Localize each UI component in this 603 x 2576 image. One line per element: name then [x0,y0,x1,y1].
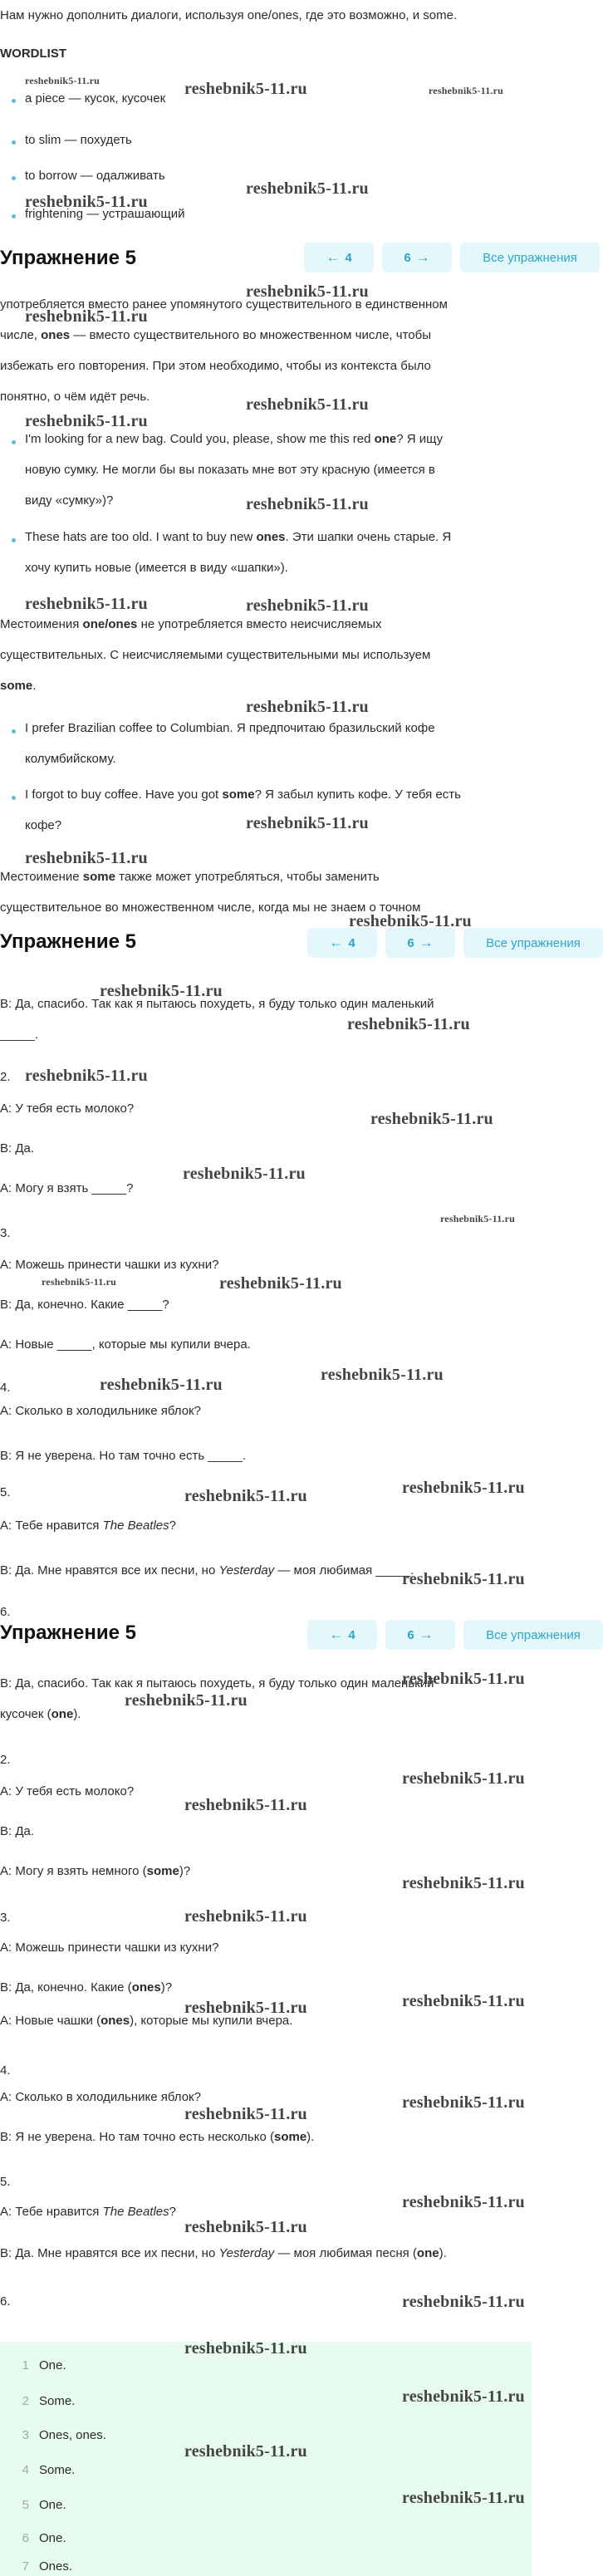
theory-line: употребляется вместо ранее упомянутого существительного в единственном [0,297,448,312]
theory-line: Местоимение some также может употребляться, чтобы заменить [0,870,380,884]
watermark: reshebnik5-11.ru [184,1487,307,1505]
watermark: reshebnik5-11.ru [25,193,148,211]
arrow-right-icon: → [419,1627,434,1642]
answer-item: 4 Some. [22,2463,76,2477]
task-number: 6. [0,1605,11,1619]
task-line: A: Сколько в холодильнике яблок? [0,1404,201,1418]
watermark: reshebnik5-11.ru [370,1110,493,1128]
answers-list [0,2342,532,2576]
prev-exercise-button[interactable] [307,1620,377,1650]
section-title: Упражнение 5 [0,1622,136,1644]
solution-line: A: Сколько в холодильнике яблок? [0,2090,201,2104]
solution-number: 5. [0,2175,11,2189]
next-label: 6 [407,935,414,950]
task-line: B: Да, спасибо. Так как я пытаюсь похудеть, я буду только один маленький [0,997,434,1011]
watermark: reshebnik5-11.ru [402,1874,525,1892]
solution-number: 3. [0,1911,11,1925]
answer-item: 7 Ones. [22,2559,73,2574]
task-line: A: Могу я взять _____? [0,1181,134,1195]
solution-line: A: Могу я взять немного (some)? [0,1864,191,1878]
answer-item: 6 One. [22,2531,66,2545]
solution-number: 6. [0,2294,11,2309]
watermark: reshebnik5-11.ru [25,412,148,430]
prev-label: 4 [348,1627,355,1642]
watermark: reshebnik5-11.ru [246,814,369,832]
task-line: B: Да. Мне нравятся все их песни, но Yesterday — моя любимая _____. [0,1563,414,1577]
watermark: reshebnik5-11.ru [25,595,148,613]
arrow-right-icon: → [415,249,430,265]
all-exercises-button[interactable]: Все упражнения [460,243,600,272]
theory-line: числе, ones — вместо существительного во множественном числе, чтобы [0,328,431,342]
theory-line: some. [0,679,37,693]
solution-line: B: Да. [0,1824,35,1838]
watermark: reshebnik5-11.ru [440,1213,515,1224]
watermark: reshebnik5-11.ru [184,2218,307,2236]
wordlist-title: WORDLIST [0,47,66,61]
example-line: виду «сумку»)? [25,493,114,508]
watermark: reshebnik5-11.ru [429,85,503,96]
watermark: reshebnik5-11.ru [402,1992,525,2010]
next-exercise-button[interactable] [382,243,452,272]
watermark: reshebnik5-11.ru [184,1999,307,2017]
task-line: B: Да, конечно. Какие _____? [0,1298,169,1312]
bullet-icon [12,140,16,145]
arrow-left-icon: ← [329,935,344,950]
watermark: reshebnik5-11.ru [125,1691,248,1710]
watermark: reshebnik5-11.ru [402,1479,525,1497]
next-exercise-button[interactable] [385,928,455,958]
watermark: reshebnik5-11.ru [246,179,369,198]
bullet-icon [12,729,16,734]
watermark: reshebnik5-11.ru [246,282,369,301]
watermark: reshebnik5-11.ru [25,307,148,326]
answer-item: 1 One. [22,2358,66,2372]
intro-text: Нам нужно дополнить диалоги, используя one/ones, где это возможно, и some. [0,8,458,22]
answer-item: 5 One. [22,2498,66,2512]
watermark: reshebnik5-11.ru [184,80,307,98]
watermark: reshebnik5-11.ru [402,2093,525,2112]
example-line: новую сумку. Не могли бы вы показать мне вот эту красную (имеется в [25,463,435,477]
prev-exercise-button[interactable] [304,243,374,272]
watermark: reshebnik5-11.ru [42,1276,116,1288]
task-line: A: Новые _____, которые мы купили вчера. [0,1337,251,1352]
prev-label: 4 [348,935,355,950]
bullet-icon [12,538,16,542]
example-line: колумбийскому. [25,752,116,766]
watermark: reshebnik5-11.ru [25,1067,148,1085]
watermark: reshebnik5-11.ru [402,1670,525,1688]
theory-line: существительное во множественном числе, когда мы не знаем о точном [0,900,421,915]
section-title: Упражнение 5 [0,930,136,953]
wordlist-item: to slim — похудеть [25,133,132,147]
solution-number: 2. [0,1753,11,1767]
all-exercises-button[interactable]: Все упражнения [463,928,603,958]
example-line: These hats are too old. I want to buy new ones. Эти шапки очень старые. Я [25,530,452,544]
watermark: reshebnik5-11.ru [347,1015,470,1033]
bullet-icon [12,176,16,180]
theory-line: избежать его повторения. При этом необходимо, чтобы из контекста было [0,359,431,373]
watermark: reshebnik5-11.ru [184,1907,307,1926]
bullet-icon [12,214,16,218]
watermark: reshebnik5-11.ru [402,2193,525,2211]
prev-exercise-button[interactable] [307,928,377,958]
exercise-nav [304,243,600,272]
watermark: reshebnik5-11.ru [402,1570,525,1588]
example-line: I forgot to buy coffee. Have you got some? Я забыл купить кофе. У тебя есть [25,788,461,802]
exercise-nav [307,928,603,958]
watermark: reshebnik5-11.ru [246,495,369,513]
exercise-nav [307,1620,603,1650]
watermark: reshebnik5-11.ru [219,1274,342,1293]
task-number: 5. [0,1485,11,1499]
theory-line: понятно, о чём идёт речь. [0,390,150,404]
solution-line: A: Тебе нравится The Beatles? [0,2205,176,2219]
watermark: reshebnik5-11.ru [402,2293,525,2311]
watermark: reshebnik5-11.ru [246,698,369,716]
task-number: 2. [0,1070,11,1084]
wordlist-item: a piece — кусок, кусочек [25,91,166,105]
solution-line: B: Да. Мне нравятся все их песни, но Yesterday — моя любимая песня (one). [0,2246,447,2260]
next-label: 6 [407,1627,414,1642]
watermark: reshebnik5-11.ru [184,2339,307,2358]
watermark: reshebnik5-11.ru [402,2489,525,2507]
task-line: A: Можешь принести чашки из кухни? [0,1258,219,1272]
watermark: reshebnik5-11.ru [184,2442,307,2461]
watermark: reshebnik5-11.ru [184,1796,307,1814]
watermark: reshebnik5-11.ru [321,1366,444,1384]
bullet-icon [12,796,16,800]
next-exercise-button[interactable] [385,1620,455,1650]
example-line: хочу купить новые (имеется в виду «шапки»). [25,561,288,575]
watermark: reshebnik5-11.ru [349,912,472,930]
answer-item: 2 Some. [22,2394,76,2408]
watermark: reshebnik5-11.ru [246,596,369,615]
solution-line: A: Можешь принести чашки из кухни? [0,1941,219,1955]
example-line: кофе? [25,818,62,832]
theory-line: Местоимения one/ones не употребляется вместо неисчисляемых [0,617,382,631]
arrow-left-icon: ← [329,1627,344,1642]
task-line: A: У тебя есть молоко? [0,1102,135,1116]
watermark: reshebnik5-11.ru [25,75,100,86]
section-title: Упражнение 5 [0,247,136,269]
task-number: 3. [0,1226,11,1240]
task-number: 4. [0,1381,11,1395]
bullet-icon [12,99,16,103]
watermark: reshebnik5-11.ru [100,982,223,1000]
task-line: _____. [0,1028,38,1042]
watermark: reshebnik5-11.ru [100,1376,223,1394]
solution-line: B: Я не уверена. Но там точно есть несколько (some). [0,2130,315,2144]
next-label: 6 [404,250,411,265]
example-line: I'm looking for a new bag. Could you, please, show me this red one? Я ищу [25,432,444,446]
theory-line: существительных. С неисчисляемыми существительными мы используем [0,648,431,662]
task-line: B: Да. [0,1141,35,1156]
arrow-left-icon: ← [326,249,341,265]
wordlist-item: frightening — устрашающий [25,207,185,221]
solution-line: A: У тебя есть молоко? [0,1784,135,1798]
answer-item: 3 Ones, ones. [22,2428,106,2442]
wordlist-item: to borrow — одалживать [25,169,165,183]
arrow-right-icon: → [419,935,434,950]
task-line: A: Тебе нравится The Beatles? [0,1519,176,1533]
solution-number: 4. [0,2063,11,2078]
solution-line: B: Да, спасибо. Так как я пытаюсь похудеть, я буду только один маленький [0,1676,434,1690]
all-exercises-button[interactable]: Все упражнения [463,1620,603,1650]
solution-line: A: Новые чашки (ones), которые мы купили вчера. [0,2014,293,2028]
watermark: reshebnik5-11.ru [184,2105,307,2123]
task-line: B: Я не уверена. Но там точно есть _____. [0,1449,247,1463]
watermark: reshebnik5-11.ru [402,2387,525,2406]
solution-line: кусочек (one). [0,1707,81,1721]
example-line: I prefer Brazilian coffee to Columbian. Я предпочитаю бразильский кофе [25,721,435,735]
watermark: reshebnik5-11.ru [183,1165,306,1183]
bullet-icon [12,440,16,444]
watermark: reshebnik5-11.ru [25,849,148,867]
prev-label: 4 [345,250,352,265]
watermark: reshebnik5-11.ru [246,395,369,414]
solution-line: B: Да, конечно. Какие (ones)? [0,1980,173,1995]
watermark: reshebnik5-11.ru [402,1769,525,1788]
